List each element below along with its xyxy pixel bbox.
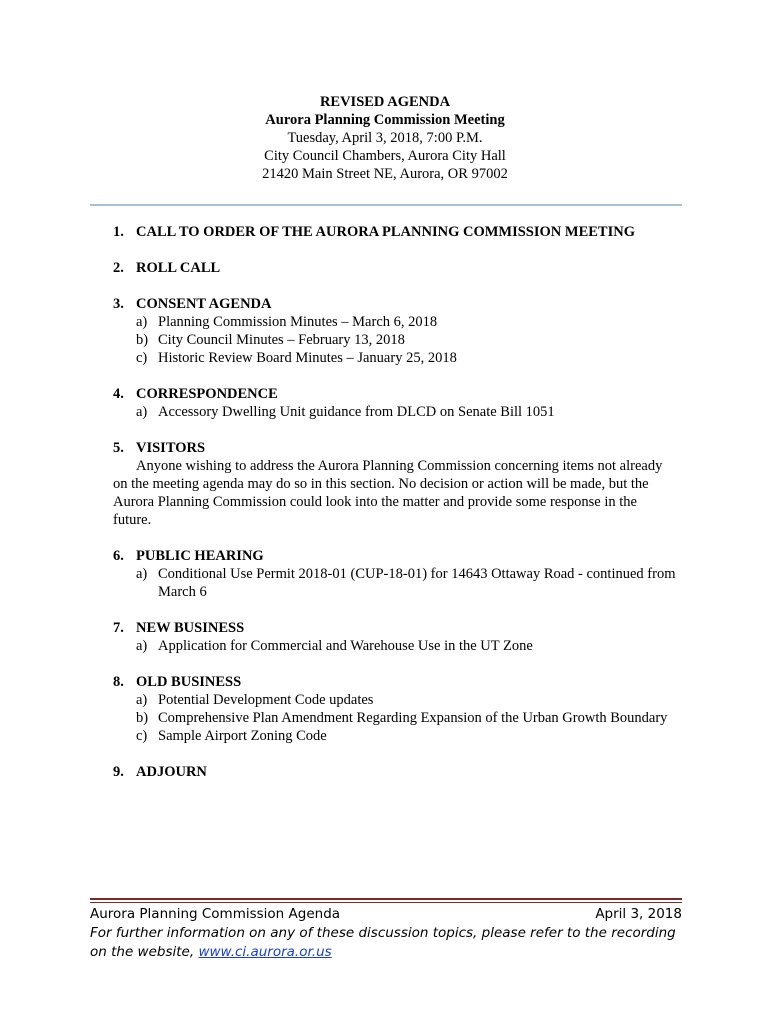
item-number: 7. xyxy=(113,620,124,636)
sub-item-text: Comprehensive Plan Amendment Regarding Expansion of the Urban Growth Boundary xyxy=(158,710,668,726)
item-number: 5. xyxy=(113,440,124,456)
visitors-paragraph: Anyone wishing to address the Aurora Planning Commission concerning items not already on the meeting agenda may do so in this section. No decision or action will be made, but the Aurora Planning Commission could look into the matter and provide some response in the future. xyxy=(113,458,663,528)
sub-item-letter: a) xyxy=(136,404,148,420)
item-number: 8. xyxy=(113,674,124,690)
header-divider xyxy=(90,204,682,206)
agenda-item-correspondence xyxy=(113,385,683,421)
header-address: 21420 Main Street NE, Aurora, OR 97002 xyxy=(262,166,508,182)
agenda-item-call-to-order xyxy=(113,223,683,241)
sub-item-letter: a) xyxy=(136,692,148,708)
footer-note xyxy=(90,924,682,962)
item-title: ROLL CALL xyxy=(136,260,221,276)
sub-item-text: Historic Review Board Minutes – January 25, 2018 xyxy=(158,350,457,366)
footer-divider xyxy=(90,898,682,903)
item-title: PUBLIC HEARING xyxy=(136,548,264,564)
header-meeting-name: Aurora Planning Commission Meeting xyxy=(265,112,505,128)
item-number: 2. xyxy=(113,260,124,276)
item-title: ADJOURN xyxy=(136,764,207,780)
sub-item-letter: b) xyxy=(136,710,149,726)
sub-item xyxy=(136,349,683,367)
item-number: 1. xyxy=(113,224,124,240)
page-footer xyxy=(90,905,682,962)
item-title: VISITORS xyxy=(136,440,206,456)
sub-item-text: Planning Commission Minutes – March 6, 2018 xyxy=(158,314,438,330)
item-title: CALL TO ORDER OF THE AURORA PLANNING COMMISSION MEETING xyxy=(136,224,635,240)
item-title: OLD BUSINESS xyxy=(136,674,242,690)
sub-item-letter: a) xyxy=(136,638,148,654)
sub-item-letter: c) xyxy=(136,728,148,744)
header-revised-agenda: REVISED AGENDA xyxy=(319,94,451,110)
sub-item-letter: b) xyxy=(136,332,149,348)
sub-item-letter: a) xyxy=(136,566,148,582)
agenda-list xyxy=(113,223,683,799)
item-title: NEW BUSINESS xyxy=(136,620,245,636)
item-number: 3. xyxy=(113,296,124,312)
item-title: CORRESPONDENCE xyxy=(136,386,278,402)
header-location: City Council Chambers, Aurora City Hall xyxy=(264,148,506,164)
footer-document-title: Aurora Planning Commission Agenda xyxy=(90,906,341,922)
sub-item-text: City Council Minutes – February 13, 2018 xyxy=(158,332,405,348)
footer-note-text: For further information on any of these discussion topics, please refer to the recording on the website, xyxy=(90,925,676,960)
sub-item-text: Conditional Use Permit 2018-01 (CUP-18-01) for 14643 Ottaway Road - continued from March 6 xyxy=(158,566,676,600)
agenda-item-consent-agenda xyxy=(113,295,683,367)
sub-item-text: Application for Commercial and Warehouse Use in the UT Zone xyxy=(158,638,533,654)
agenda-item-public-hearing xyxy=(113,547,683,601)
agenda-item-visitors xyxy=(113,439,683,529)
agenda-item-old-business xyxy=(113,673,683,745)
item-number: 6. xyxy=(113,548,124,564)
sub-item-text: Sample Airport Zoning Code xyxy=(158,728,327,744)
sub-item-text: Accessory Dwelling Unit guidance from DLCD on Senate Bill 1051 xyxy=(158,404,555,420)
sub-item xyxy=(136,313,683,331)
agenda-item-roll-call xyxy=(113,259,683,277)
sub-item-letter: c) xyxy=(136,350,148,366)
item-title: CONSENT AGENDA xyxy=(136,296,272,312)
sub-item xyxy=(136,691,683,709)
agenda-item-new-business xyxy=(113,619,683,655)
sub-item xyxy=(136,727,683,745)
agenda-item-adjourn xyxy=(113,763,683,781)
sub-item xyxy=(136,709,683,727)
sub-item xyxy=(136,331,683,349)
sub-item-letter: a) xyxy=(136,314,148,330)
header-date-time: Tuesday, April 3, 2018, 7:00 P.M. xyxy=(287,130,483,146)
item-number: 9. xyxy=(113,764,124,780)
footer-date: April 3, 2018 xyxy=(595,906,682,922)
sub-item xyxy=(136,403,683,421)
sub-item xyxy=(136,637,683,655)
agenda-header xyxy=(0,93,770,183)
item-number: 4. xyxy=(113,386,124,402)
sub-item-text: Potential Development Code updates xyxy=(158,692,374,708)
sub-item xyxy=(136,565,683,601)
website-link[interactable]: www.ci.aurora.or.us xyxy=(198,944,332,960)
